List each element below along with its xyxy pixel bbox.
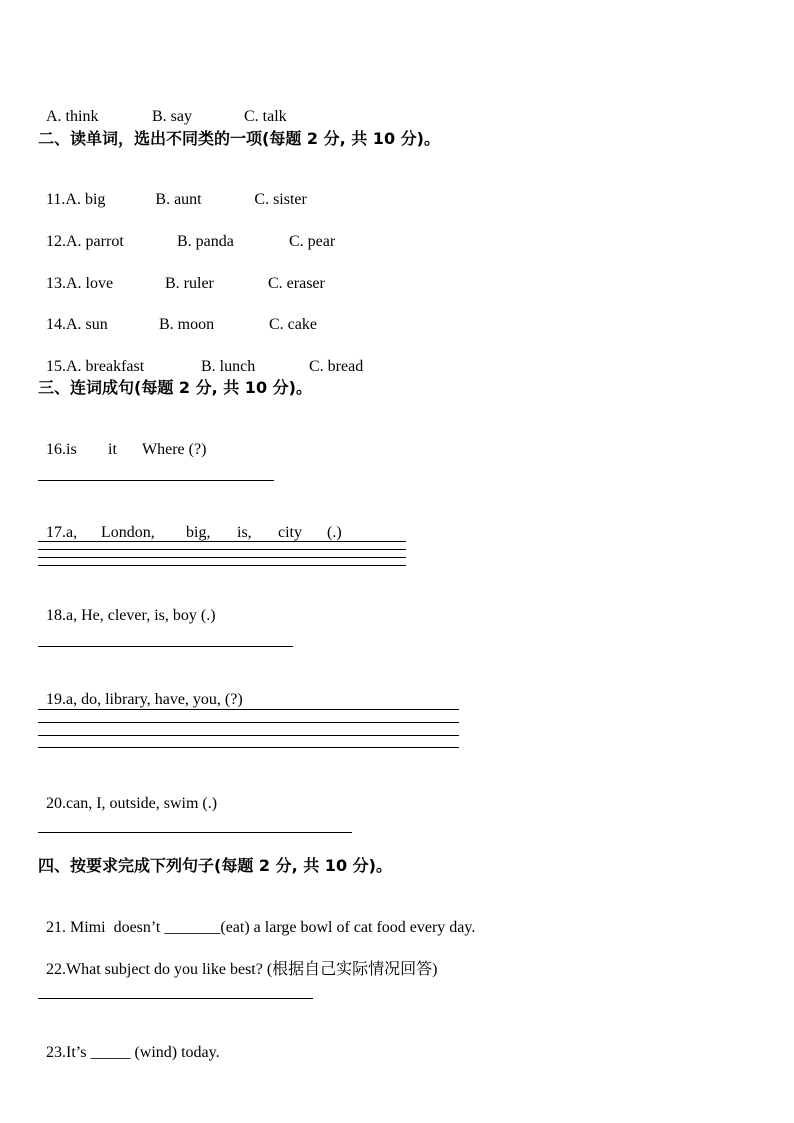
word: London,: [101, 524, 155, 541]
option-c: C. bread: [309, 358, 364, 375]
option-c: C. cake: [269, 316, 317, 333]
question-10-options: [38, 87, 287, 127]
option-c: C. sister: [254, 191, 307, 208]
question-text: It’s _____ (wind) today.: [66, 1044, 220, 1061]
question-23: [38, 1023, 220, 1063]
option-b: B. panda: [177, 233, 234, 250]
option-c: C. pear: [289, 233, 336, 250]
option-b: B. moon: [159, 316, 215, 333]
word: big,: [186, 524, 211, 541]
word: is: [66, 441, 77, 458]
word: is,: [237, 524, 252, 541]
question-12: [38, 212, 335, 252]
option-a: A. think: [46, 108, 99, 125]
question-19: [38, 670, 243, 710]
question-text: a, He, clever, is, boy (.): [66, 607, 216, 624]
question-17: [38, 503, 342, 543]
question-number: 18.: [46, 607, 66, 624]
question-text: What subject do you like best? (根据自己实际情况回答): [66, 961, 438, 978]
question-text: a, do, library, have, you, (?): [66, 691, 243, 708]
option-a: A. breakfast: [66, 358, 145, 375]
question-number: 14.: [46, 316, 66, 333]
question-15: [38, 337, 363, 377]
section-4-heading: 四、按要求完成下列句子(每题 2 分, 共 10 分)。: [38, 856, 392, 875]
answer-line[interactable]: [38, 735, 459, 736]
section-3-heading: 三、连词成句(每题 2 分, 共 10 分)。: [38, 378, 312, 397]
word: city: [278, 524, 302, 541]
question-text: can, I, outside, swim (.): [66, 795, 218, 812]
question-18: [38, 586, 216, 626]
answer-line[interactable]: [38, 832, 352, 833]
option-a: A. big: [65, 191, 106, 208]
option-c: C. talk: [244, 108, 287, 125]
word: (.): [327, 524, 342, 541]
question-22: [38, 940, 438, 980]
word: Where (?): [142, 441, 207, 458]
question-number: 20.: [46, 795, 66, 812]
answer-line[interactable]: [38, 722, 459, 723]
question-21: [38, 898, 475, 938]
question-number: 15.: [46, 358, 66, 375]
question-11: [38, 170, 307, 210]
question-20: [38, 774, 217, 814]
question-number: 12.: [46, 233, 66, 250]
question-number: 17.: [46, 524, 66, 541]
option-b: B. aunt: [155, 191, 202, 208]
answer-line[interactable]: [38, 646, 293, 647]
option-b: B. say: [152, 108, 192, 125]
question-number: 11.: [46, 191, 66, 208]
answer-line[interactable]: [38, 998, 313, 999]
question-14: [38, 295, 317, 335]
option-a: A. love: [66, 275, 114, 292]
question-number: 13.: [46, 275, 66, 292]
answer-line[interactable]: [38, 565, 406, 566]
question-number: 16.: [46, 441, 66, 458]
question-number: 22.: [46, 961, 66, 978]
option-c: C. eraser: [268, 275, 325, 292]
word: it: [108, 441, 117, 458]
question-text: Mimi doesn’t _______(eat) a large bowl of cat food every day.: [70, 919, 476, 936]
question-16: [38, 420, 206, 460]
option-b: B. lunch: [201, 358, 256, 375]
answer-line[interactable]: [38, 541, 406, 542]
word: a,: [66, 524, 78, 541]
answer-line[interactable]: [38, 709, 459, 710]
question-number: 21.: [46, 919, 66, 936]
option-a: A. sun: [66, 316, 108, 333]
section-2-heading: 二、读单词，选出不同类的一项(每题 2 分, 共 10 分)。: [38, 129, 440, 148]
question-number: 19.: [46, 691, 66, 708]
answer-line[interactable]: [38, 480, 274, 481]
question-number: 23.: [46, 1044, 66, 1061]
question-13: [38, 254, 325, 294]
answer-line[interactable]: [38, 747, 459, 748]
answer-line[interactable]: [38, 557, 406, 558]
option-b: B. ruler: [165, 275, 214, 292]
answer-line[interactable]: [38, 549, 406, 550]
option-a: A. parrot: [66, 233, 124, 250]
